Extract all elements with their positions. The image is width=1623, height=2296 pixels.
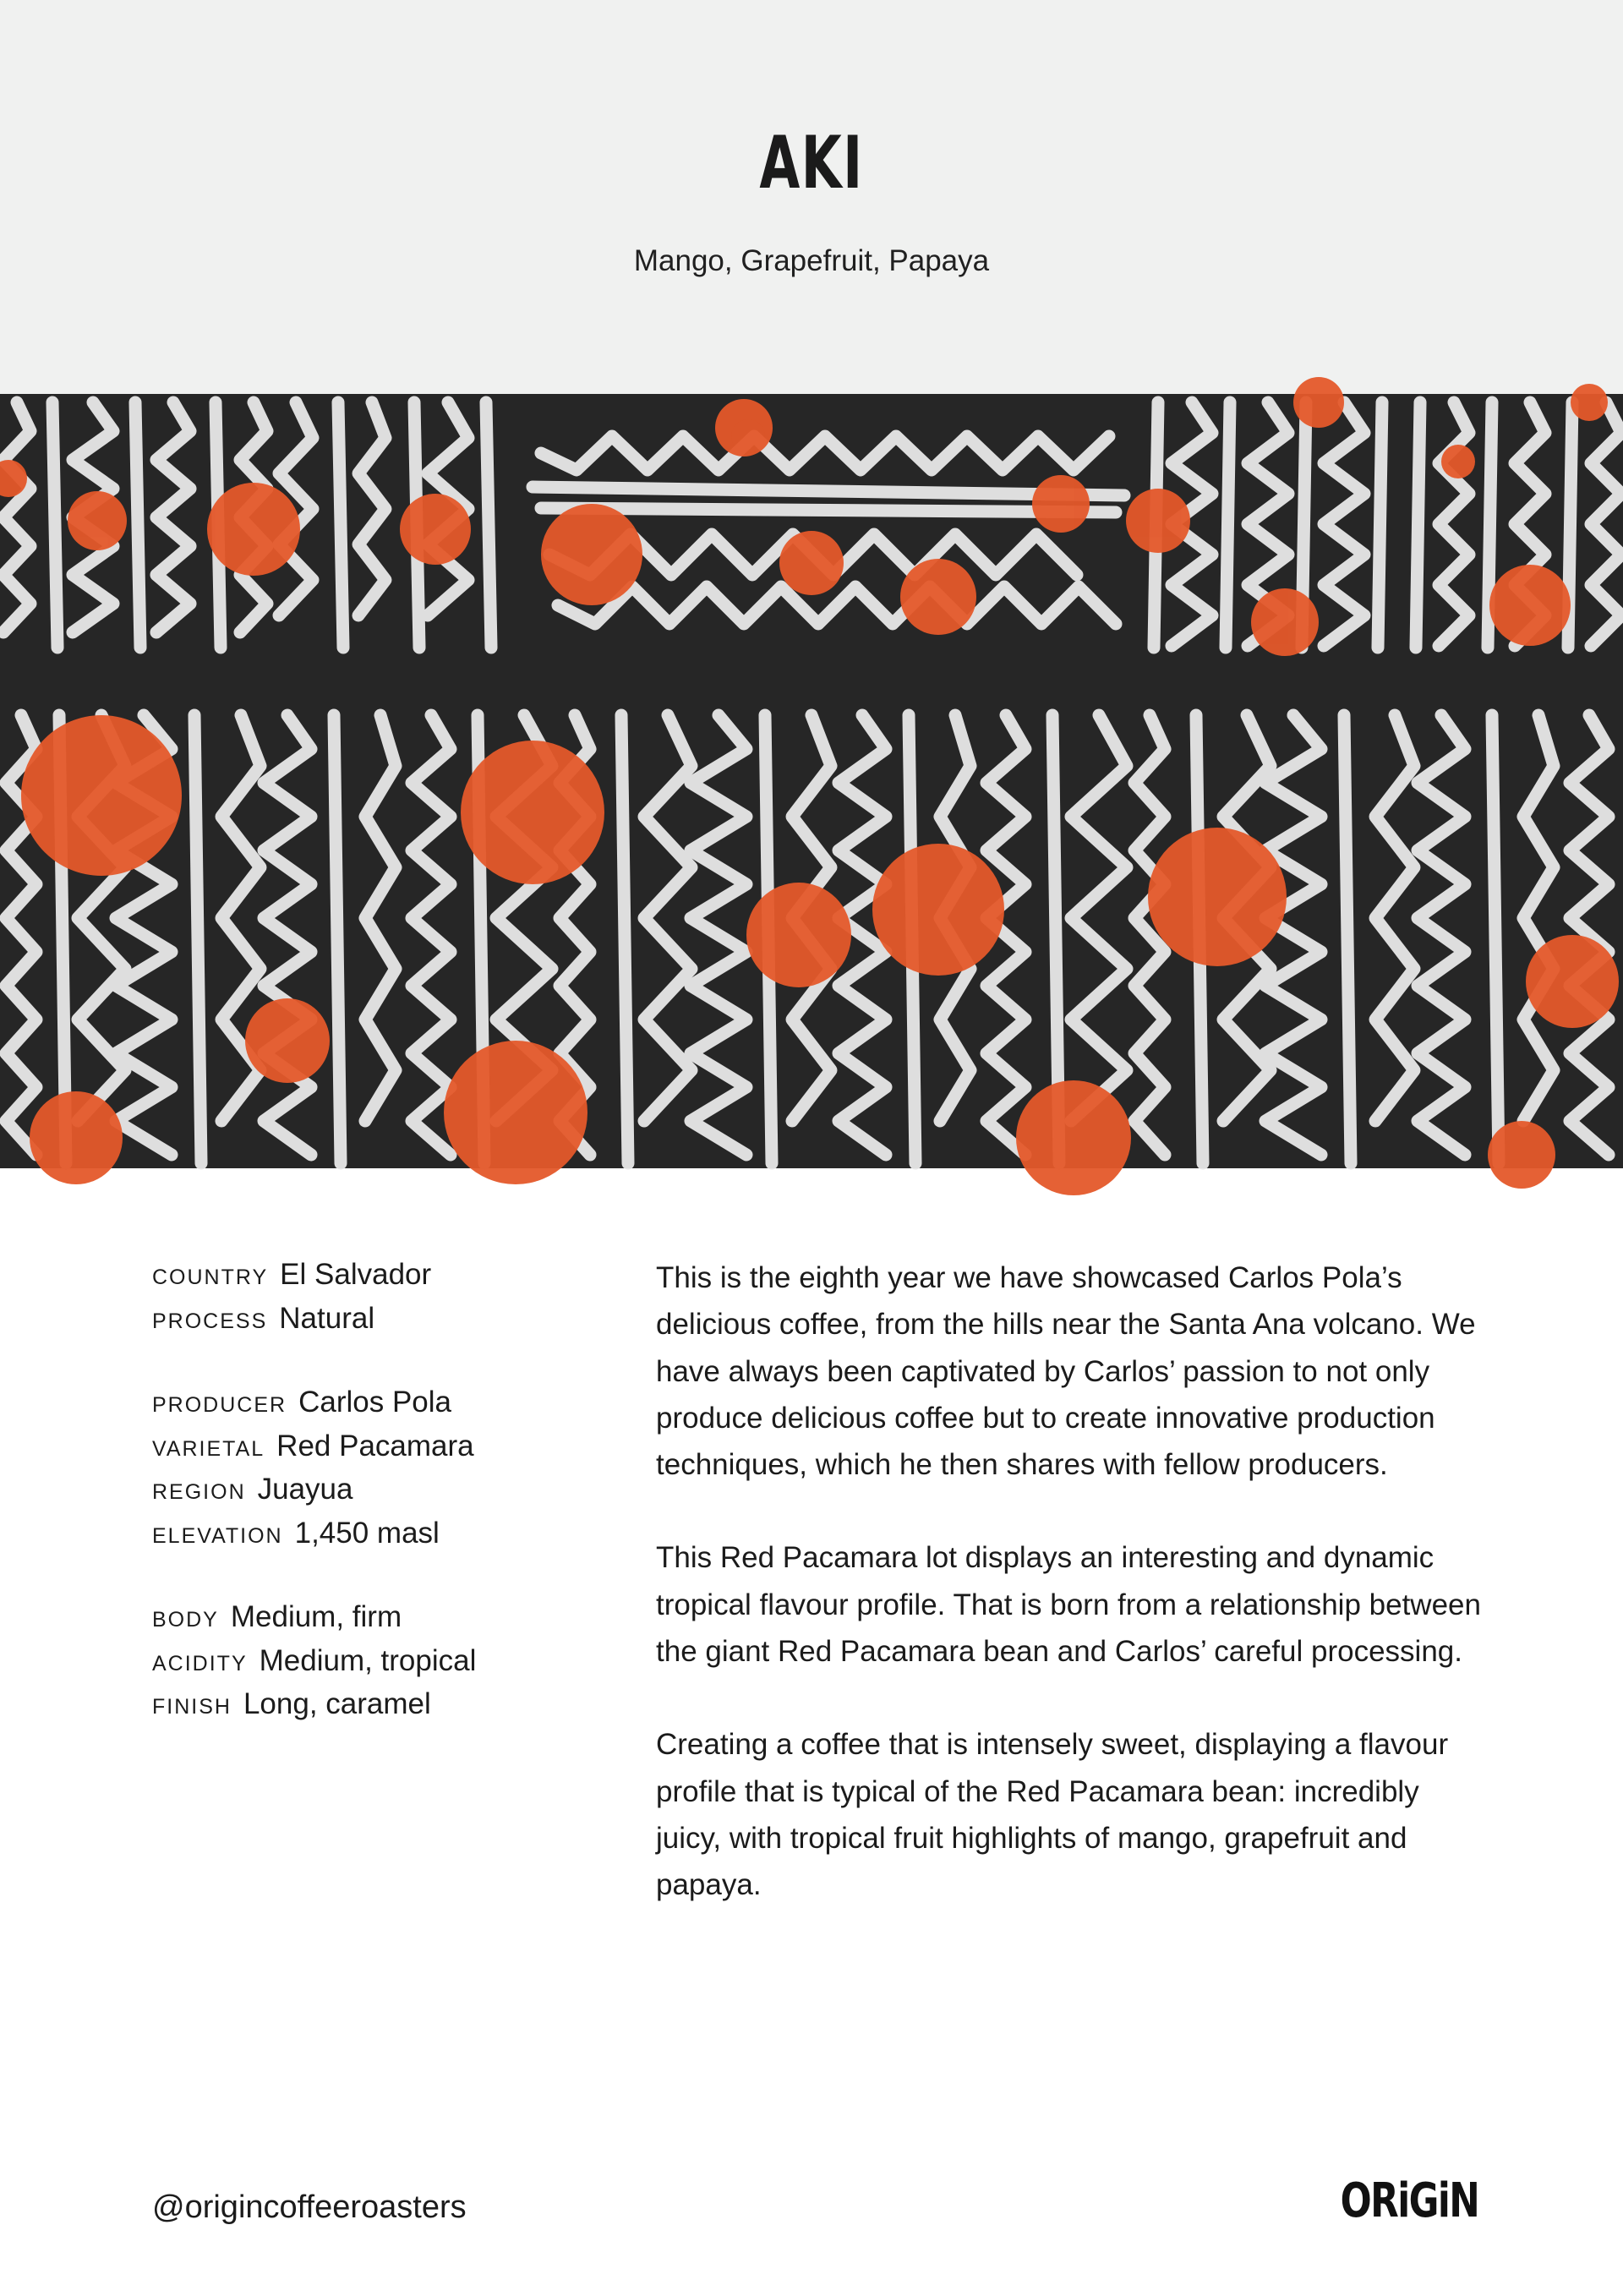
coffee-title: AKI [759,121,864,205]
pattern-stripe [1378,402,1382,648]
detail-row-process [152,1298,626,1342]
pattern-dot [746,883,851,987]
pattern-dot [779,531,844,595]
farm-group [152,1382,626,1556]
pattern-dot [1251,588,1319,656]
pattern-dot [872,844,1004,976]
origin-group [152,1255,626,1342]
detail-row-acidity [152,1641,626,1685]
detail-row-body [152,1597,626,1641]
detail-row-producer [152,1382,626,1426]
detail-row-country [152,1255,626,1298]
pattern-stripe [1492,715,1499,1163]
pattern-dot [207,483,300,576]
pattern-stripe [334,715,341,1163]
detail-value: Medium, firm [230,1600,402,1633]
pattern-dot [400,494,471,565]
detail-label: COUNTRY [152,1266,269,1289]
detail-value: Juayua [257,1473,353,1506]
tasting-notes: Mango, Grapefruit, Papaya [633,244,990,277]
pattern-stripe [194,715,201,1163]
pattern-dot [1126,489,1190,553]
detail-label: REGION [152,1480,246,1504]
detail-value: Natural [279,1301,375,1335]
profile-group [152,1597,626,1728]
detail-value: Long, caramel [243,1687,431,1720]
pattern-stripe [1344,715,1351,1163]
origin-logo-mark [1340,2172,1479,2228]
detail-label: VARIETAL [152,1436,265,1461]
pattern-stripe [1416,402,1420,648]
header-band [0,0,1623,394]
pattern-stripe [135,402,140,648]
pattern-stripe [52,402,57,648]
detail-label: PRODUCER [152,1393,287,1417]
pattern-dot [1293,377,1344,428]
pattern-dot [900,559,976,635]
pattern-stripe [541,508,1116,512]
detail-label: BODY [152,1608,219,1632]
svg-text:ORiGiN: ORiGiN [1340,2172,1479,2228]
pattern-dot [1571,384,1608,421]
detail-row-elevation [152,1513,626,1557]
pattern-svg [0,394,1623,1168]
detail-value: 1,450 masl [294,1516,440,1550]
detail-value: Red Pacamara [276,1429,474,1462]
pattern-dot [731,419,765,453]
pattern-dot [461,741,604,884]
detail-row-region [152,1469,626,1513]
pattern-stripe [621,715,628,1163]
detail-label: ACIDITY [152,1651,248,1676]
detail-value: El Salvador [280,1258,432,1291]
detail-label: FINISH [152,1695,232,1719]
pattern-dot [21,715,182,876]
detail-label: ELEVATION [152,1523,283,1548]
pattern-dot [68,491,127,550]
pattern-dot [1441,445,1475,478]
pattern-dot [1489,565,1571,646]
pattern-dot [444,1041,587,1184]
origin-logo [1340,2172,1479,2228]
detail-row-varietal [152,1426,626,1470]
pattern-stripe [486,402,491,648]
pattern-artwork [0,394,1623,1168]
description-paragraph: Creating a coffee that is intensely sweet, displaying a flavour profile that is typical of the Red Pacamara bean: incredibly juicy, with tropical fruit highlights of mango, grapefruit and papaya. [656,1728,1449,1902]
pattern-dot [30,1091,123,1184]
detail-row-finish [152,1684,626,1728]
pattern-dot [541,504,642,605]
pattern-dot [1032,475,1090,533]
detail-value: Carlos Pola [298,1386,451,1419]
coffee-description [656,1255,1484,1955]
pattern-dot [1488,1121,1555,1189]
pattern-dot [1526,935,1619,1028]
description-paragraph: This Red Pacamara lot displays an interesting and dynamic tropical flavour profile. That is born from a relationship between the giant Red Pacamara bean and Carlos’ careful processing. [656,1541,1481,1669]
pattern-dot [245,998,330,1083]
detail-label: PROCESS [152,1309,268,1333]
description-paragraph: This is the eighth year we have showcased Carlos Pola’s delicious coffee, from the hills near the Santa Ana volcano. We have always been captivated by Carlos’ passion to not only produce delicious coffee but to create innovative production techniques, which he then shares with fellow producers. [656,1261,1476,1482]
pattern-stripe [338,402,343,648]
social-handle: @origincoffeeroasters [152,2189,467,2225]
detail-value: Medium, tropical [259,1643,477,1677]
coffee-details [152,1255,626,1768]
pattern-dot [1016,1080,1131,1195]
pattern-stripe [1226,402,1230,648]
pattern-dot [1148,828,1287,966]
